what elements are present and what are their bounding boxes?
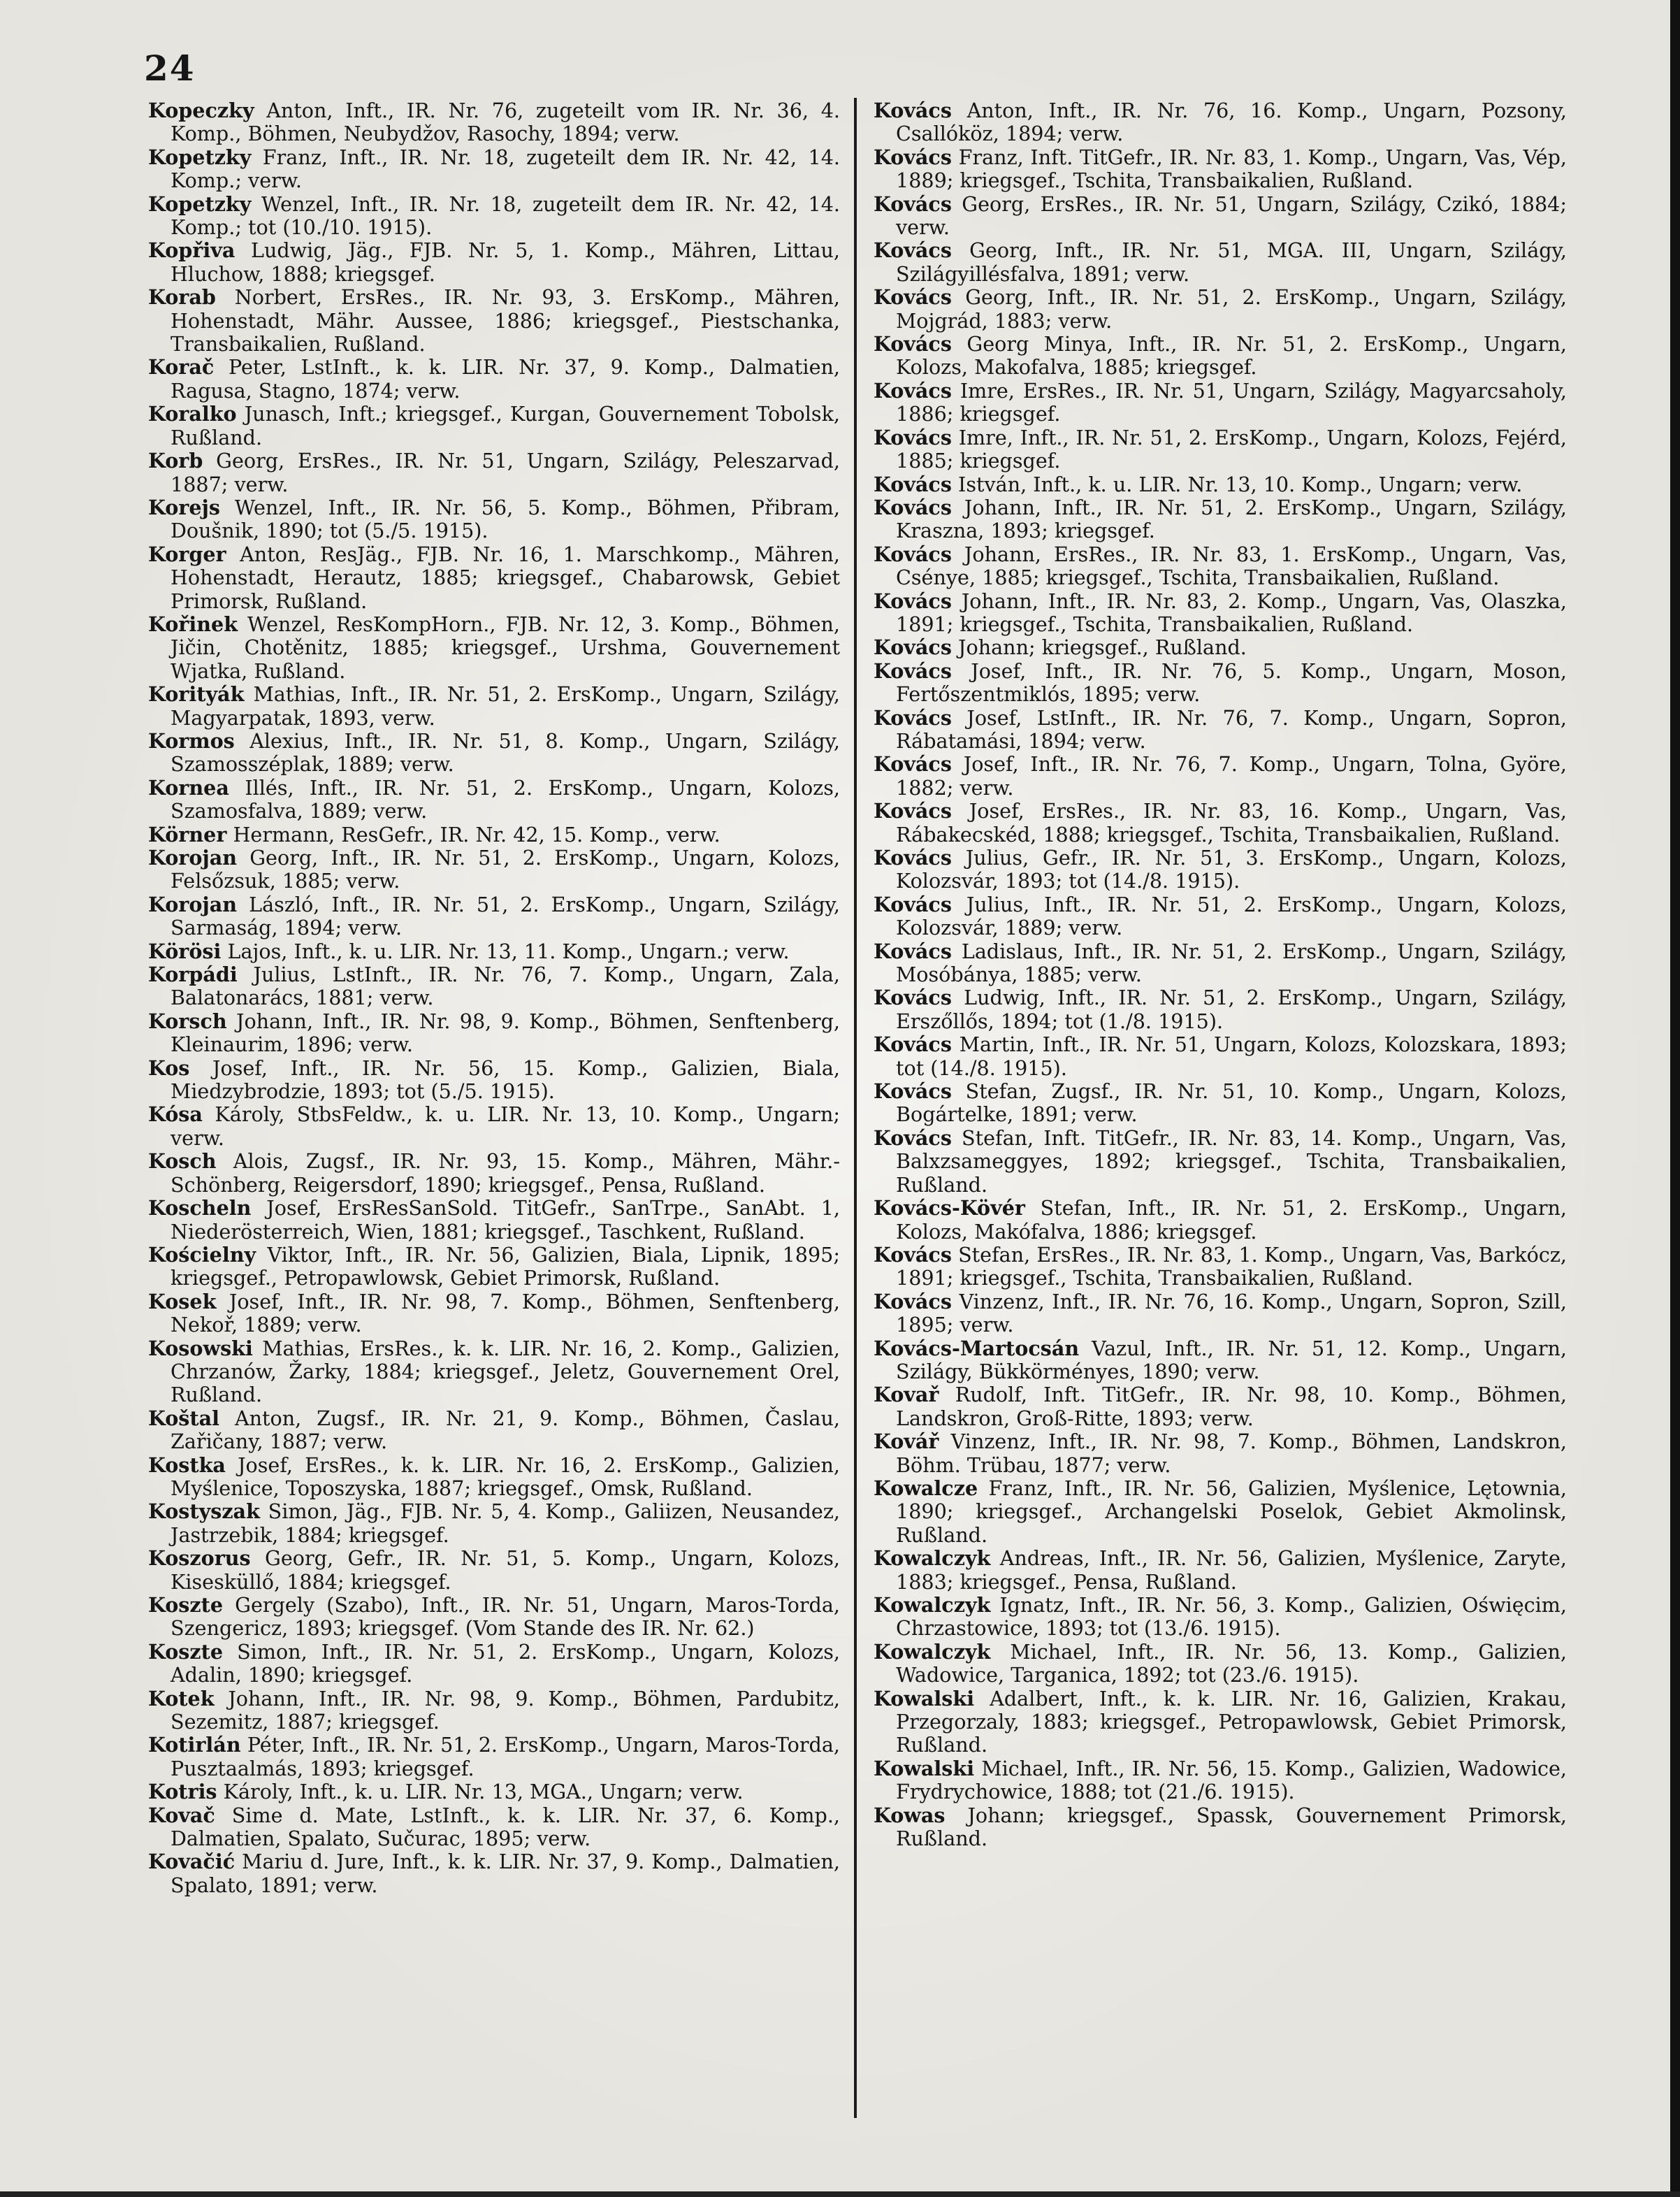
entry-details: Gergely (Szabo), Inft., IR. Nr. 51, Ungarn, Maros-Torda, Szengericz, 1893; kriegsgef. (Vom Stande des IR. Nr. 62.) <box>171 1593 840 1641</box>
entry-details: Alexius, Inft., IR. Nr. 51, 8. Komp., Ungarn, Szilágy, Szamosszéplak, 1889; verw. <box>171 728 841 777</box>
register-entry <box>874 590 1567 637</box>
entry-surname: Kormos <box>148 728 235 753</box>
register-entry <box>148 1734 840 1780</box>
entry-surname: Koscheln <box>148 1196 252 1220</box>
register-entry <box>148 1057 840 1104</box>
register-entry <box>874 286 1567 333</box>
entry-details: Stefan, Zugsf., IR. Nr. 51, 10. Komp., Ungarn, Kolozs, Bogártelke, 1891; verw. <box>896 1079 1567 1127</box>
entry-surname: Kopřiva <box>148 238 236 263</box>
entry-surname: Kovács <box>874 99 952 122</box>
register-entry <box>148 239 840 286</box>
entry-surname: Kovács <box>874 892 952 916</box>
entry-surname: Kovács-Martocsán <box>874 1336 1080 1360</box>
register-entry <box>874 1687 1567 1757</box>
entry-surname: Kovář <box>874 1429 939 1454</box>
entry-surname: Kovács <box>874 589 952 613</box>
entry-surname: Kovács <box>874 752 952 777</box>
entry-surname: Kovács <box>874 238 952 263</box>
entry-surname: Kovács <box>874 542 952 566</box>
register-entry <box>148 99 840 146</box>
entry-surname: Kowalczyk <box>874 1593 991 1617</box>
entry-details: Imre, ErsRes., IR. Nr. 51, Ungarn, Szilágy, Magyarcsaholy, 1886; kriegsgef. <box>896 378 1567 426</box>
entry-surname: Kotris <box>148 1780 217 1804</box>
entry-surname: Kovács-Kövér <box>874 1196 1025 1220</box>
register-entry <box>874 1290 1567 1337</box>
entry-details: Wenzel, Inft., IR. Nr. 18, zugeteilt dem IR. Nr. 42, 14. Komp.; tot (10./10. 1915). <box>171 192 840 240</box>
entry-surname: Kowalczyk <box>874 1639 991 1664</box>
entry-surname: Kotek <box>148 1686 215 1710</box>
register-entry <box>148 543 840 613</box>
entry-details: Josef, LstInft., IR. Nr. 76, 7. Komp., Ungarn, Sopron, Rábatamási, 1894; verw. <box>896 705 1567 753</box>
entry-details: Junasch, Inft.; kriegsgef., Kurgan, Gouvernement Tobolsk, Rußland. <box>171 402 841 449</box>
register-entry <box>874 1383 1567 1430</box>
register-entry <box>148 1290 840 1337</box>
register-entry <box>874 1804 1567 1851</box>
entry-details: Peter, LstInft., k. k. LIR. Nr. 37, 9. Komp., Dalmatien, Ragusa, Stagno, 1874; verw. <box>171 355 840 403</box>
entry-surname: Kovács <box>874 425 952 449</box>
page-number: 24 <box>144 48 196 89</box>
entry-details: Georg, Inft., IR. Nr. 51, 2. ErsKomp., Ungarn, Kolozs, Felsőzsuk, 1885; verw. <box>171 846 840 893</box>
entry-surname: Kościelny <box>148 1242 256 1267</box>
entry-details: Anton, Zugsf., IR. Nr. 21, 9. Komp., Böhmen, Časlau, Zařičany, 1887; verw. <box>171 1406 840 1454</box>
entry-details: Michael, Inft., IR. Nr. 56, 13. Komp., Galizien, Wadowice, Targanica, 1892; tot (23./6. 1915). <box>896 1639 1567 1687</box>
register-entry <box>148 730 840 777</box>
entry-details: Anton, Inft., IR. Nr. 76, zugeteilt vom IR. Nr. 36, 4. Komp., Böhmen, Neubydžov, Rasochy, 1894; verw. <box>171 99 840 146</box>
register-entry <box>874 1430 1567 1477</box>
entry-surname: Kostka <box>148 1453 226 1477</box>
entry-surname: Kovačić <box>148 1850 236 1874</box>
register-entry <box>148 403 840 449</box>
entry-surname: Kowas <box>874 1803 946 1827</box>
entry-details: Károly, StbsFeldw., k. u. LIR. Nr. 13, 10. Komp., Ungarn; verw. <box>171 1102 840 1150</box>
register-entry <box>874 1244 1567 1290</box>
register-entry <box>148 286 840 356</box>
entry-details: Adalbert, Inft., k. k. LIR. Nr. 16, Galizien, Krakau, Przegorzaly, 1883; kriegsgef., Petropawlowsk, Gebiet Primorsk, Rußland. <box>896 1686 1567 1757</box>
register-entry <box>148 1454 840 1501</box>
register-entry <box>874 380 1567 426</box>
entry-surname: Koralko <box>148 402 237 426</box>
entry-details: Simon, Inft., IR. Nr. 51, 2. ErsKomp., Ungarn, Kolozs, Adalin, 1890; kriegsgef. <box>171 1639 841 1687</box>
entry-details: Mathias, ErsRes., k. k. LIR. Nr. 16, 2. Komp., Galizien, Chrzanów, Žarky, 1884; kriegsgef., Jeletz, Gouvernement Orel, Rußland. <box>171 1336 840 1407</box>
entry-surname: Kovács <box>874 378 952 403</box>
register-entry <box>874 1127 1567 1197</box>
entry-surname: Koštal <box>148 1406 219 1430</box>
entry-surname: Kovács <box>874 472 952 496</box>
entry-details: Johann; kriegsgef., Rußland. <box>958 635 1247 660</box>
entry-details: Ludwig, Inft., IR. Nr. 51, 2. ErsKomp., Ungarn, Szilágy, Erszőllős, 1894; tot (1./8. 1915). <box>896 986 1567 1033</box>
entry-details: Mariu d. Jure, Inft., k. k. LIR. Nr. 37, 9. Komp., Dalmatien, Spalato, 1891; verw. <box>171 1850 840 1897</box>
entry-surname: Kovács <box>874 495 952 519</box>
register-entry <box>874 1547 1567 1594</box>
entry-surname: Kovács <box>874 285 952 310</box>
entry-surname: Kovař <box>874 1383 939 1407</box>
register-entry <box>148 777 840 823</box>
entry-surname: Kotirlán <box>148 1733 241 1757</box>
right-column <box>874 99 1567 1850</box>
entry-details: Hermann, ResGefr., IR. Nr. 42, 15. Komp., verw. <box>233 822 720 847</box>
register-entry <box>874 193 1567 240</box>
entry-details: Michael, Inft., IR. Nr. 56, 15. Komp., Galizien, Wadowice, Frydrychowice, 1888; tot (21./6. 1915). <box>896 1756 1567 1804</box>
entry-details: Georg Minya, Inft., IR. Nr. 51, 2. ErsKomp., Ungarn, Kolozs, Makofalva, 1885; kriegsgef. <box>896 332 1567 380</box>
entry-surname: Korb <box>148 449 203 473</box>
register-entry <box>874 426 1567 473</box>
register-entry <box>874 707 1567 754</box>
scan-edge-right <box>1670 0 1680 2197</box>
register-entry <box>874 1197 1567 1244</box>
register-entry <box>874 753 1567 800</box>
register-entry <box>874 1337 1567 1384</box>
entry-surname: Kopeczky <box>148 99 254 122</box>
entry-details: Johann, Inft., IR. Nr. 98, 9. Komp., Böhmen, Senftenberg, Kleinaurim, 1896; verw. <box>171 1009 840 1057</box>
entry-surname: Kořinek <box>148 612 238 636</box>
entry-surname: Korger <box>148 542 226 566</box>
register-entry <box>874 1477 1567 1547</box>
entry-details: Georg, Inft., IR. Nr. 51, 2. ErsKomp., Ungarn, Szilágy, Mojgrád, 1883; verw. <box>896 285 1567 333</box>
entry-surname: Korojan <box>148 846 238 870</box>
entry-surname: Koszte <box>148 1593 224 1617</box>
register-entry <box>148 496 840 543</box>
entry-surname: Kovács <box>874 986 952 1010</box>
entry-surname: Kovács <box>874 799 952 823</box>
entry-details: Vazul, Inft., IR. Nr. 51, 12. Komp., Ungarn, Szilágy, Bükkörményes, 1890; verw. <box>896 1336 1567 1383</box>
entry-surname: Kosowski <box>148 1336 253 1360</box>
register-entry <box>148 1804 840 1851</box>
entry-details: Norbert, ErsRes., IR. Nr. 93, 3. ErsKomp., Mähren, Hohenstadt, Mähr. Aussee, 1886; kriegsgef., Piestschanka, Transbaikalien, Rußland. <box>171 285 840 356</box>
register-entry <box>874 800 1567 847</box>
entry-details: Johann, Inft., IR. Nr. 98, 9. Komp., Böhmen, Pardubitz, Sezemitz, 1887; kriegsgef. <box>171 1686 840 1734</box>
entry-details: Wenzel, ResKompHorn., FJB. Nr. 12, 3. Komp., Böhmen, Jičin, Chotěnitz, 1885; kriegsgef., Urshma, Gouvernement Wjatka, Rußland. <box>171 612 840 683</box>
entry-details: Ludwig, Jäg., FJB. Nr. 5, 1. Komp., Mähren, Littau, Hluchow, 1888; kriegsgef. <box>171 238 840 286</box>
entry-details: Viktor, Inft., IR. Nr. 56, Galizien, Biala, Lipnik, 1895; kriegsgef., Petropawlowsk, Gebiet Primorsk, Rußland. <box>171 1242 840 1290</box>
entry-surname: Kovács <box>874 635 952 660</box>
entry-details: Johann, ErsRes., IR. Nr. 83, 1. ErsKomp., Ungarn, Vas, Csénye, 1885; kriegsgef., Tschita, Transbaikalien, Rußland. <box>896 542 1567 590</box>
entry-details: Franz, Inft., IR. Nr. 56, Galizien, Myślenice, Lętownia, 1890; kriegsgef., Archangelski Poselok, Gebiet Akmolinsk, Rußland. <box>896 1476 1567 1547</box>
entry-details: Stefan, ErsRes., IR. Nr. 83, 1. Komp., Ungarn, Vas, Barkócz, 1891; kriegsgef., Tschita, Transbaikalien, Rußland. <box>896 1242 1567 1290</box>
register-entry <box>148 893 840 940</box>
entry-surname: Körner <box>148 822 227 847</box>
register-entry <box>874 146 1567 193</box>
register-entry <box>148 1687 840 1734</box>
entry-details: Josef, ErsResSanSold. TitGefr., SanTrpe., SanAbt. 1, Niederösterreich, Wien, 1881; kriegsgef., Taschkent, Rußland. <box>171 1196 840 1244</box>
entry-details: Rudolf, Inft. TitGefr., IR. Nr. 98, 10. Komp., Böhmen, Landskron, Groß-Ritte, 1893; verw. <box>896 1383 1567 1430</box>
entry-details: Anton, Inft., IR. Nr. 76, 16. Komp., Ungarn, Pozsony, Csallóköz, 1894; verw. <box>896 99 1567 146</box>
entry-surname: Kovács <box>874 1032 952 1057</box>
entry-details: Franz, Inft. TitGefr., IR. Nr. 83, 1. Komp., Ungarn, Vas, Vép, 1889; kriegsgef., Tschita, Transbaikalien, Rußland. <box>896 145 1567 193</box>
register-entry <box>874 986 1567 1033</box>
register-entry <box>874 893 1567 940</box>
entry-details: Josef, Inft., IR. Nr. 56, 15. Komp., Galizien, Biala, Miedzybrodzie, 1893; tot (5./5. 1915). <box>171 1056 841 1104</box>
entry-details: Alois, Zugsf., IR. Nr. 93, 15. Komp., Mähren, Mähr.-Schönberg, Reigersdorf, 1890; kriegsgef., Pensa, Rußland. <box>171 1149 841 1197</box>
register-entry <box>874 1080 1567 1127</box>
register-entry <box>874 99 1567 146</box>
entry-details: Josef, ErsRes., k. k. LIR. Nr. 16, 2. ErsKomp., Galizien, Myślenice, Toposzyska, 1887; kriegsgef., Omsk, Rußland. <box>171 1453 840 1500</box>
register-entry <box>874 636 1567 659</box>
entry-surname: Korojan <box>148 892 238 916</box>
entry-surname: Kovács <box>874 658 952 683</box>
register-entry <box>874 473 1567 496</box>
entry-surname: Koszte <box>148 1639 224 1664</box>
entry-details: Ignatz, Inft., IR. Nr. 56, 3. Komp., Galizien, Oświęcim, Chrzastowice, 1893; tot (13./6. 1915). <box>896 1593 1567 1641</box>
entry-details: Josef, Inft., IR. Nr. 98, 7. Komp., Böhmen, Senftenberg, Nekoř, 1889; verw. <box>171 1289 840 1337</box>
register-entry <box>874 1594 1567 1641</box>
entry-surname: Kornea <box>148 775 229 800</box>
register-entry <box>874 940 1567 987</box>
entry-surname: Kovács <box>874 1242 952 1267</box>
register-entry <box>148 449 840 496</box>
register-entry <box>148 1850 840 1897</box>
entry-details: Julius, Gefr., IR. Nr. 51, 3. ErsKomp., Ungarn, Kolozs, Kolozsvár, 1893; tot (14./8. 1915). <box>896 846 1567 893</box>
entry-details: Illés, Inft., IR. Nr. 51, 2. ErsKomp., Ungarn, Kolozs, Szamosfalva, 1889; verw. <box>171 775 840 823</box>
entry-details: Vinzenz, Inft., IR. Nr. 98, 7. Komp., Böhmen, Landskron, Böhm. Trübau, 1877; verw. <box>896 1429 1567 1477</box>
entry-details: Andreas, Inft., IR. Nr. 56, Galizien, Myślenice, Zaryte, 1883; kriegsgef., Pensa, Rußland. <box>896 1546 1567 1594</box>
entry-details: Simon, Jäg., FJB. Nr. 5, 4. Komp., Galiizen, Neusandez, Jastrzebik, 1884; kriegsgef. <box>171 1499 840 1547</box>
entry-surname: Koszorus <box>148 1546 251 1571</box>
register-entry <box>148 847 840 893</box>
entry-details: László, Inft., IR. Nr. 51, 2. ErsKomp., Ungarn, Szilágy, Sarmaság, 1894; verw. <box>171 892 840 940</box>
register-entry <box>148 1641 840 1687</box>
register-entry <box>148 1780 840 1803</box>
register-entry <box>148 1150 840 1197</box>
entry-details: István, Inft., k. u. LIR. Nr. 13, 10. Komp., Ungarn; verw. <box>958 472 1523 496</box>
register-entry <box>148 940 840 963</box>
register-entry <box>148 1407 840 1454</box>
entry-details: Johann; kriegsgef., Spassk, Gouvernement Primorsk, Rußland. <box>896 1803 1567 1851</box>
register-entry <box>148 1244 840 1290</box>
entry-details: Imre, Inft., IR. Nr. 51, 2. ErsKomp., Ungarn, Kolozs, Fejérd, 1885; kriegsgef. <box>896 425 1567 473</box>
left-column <box>148 99 840 1897</box>
register-entry <box>148 1547 840 1594</box>
entry-details: Georg, Gefr., IR. Nr. 51, 5. Komp., Ungarn, Kolozs, Kisesküllő, 1884; kriegsgef. <box>171 1546 840 1594</box>
column-divider <box>854 98 857 2118</box>
register-entry <box>874 239 1567 286</box>
entry-surname: Kostyszak <box>148 1499 260 1524</box>
entry-details: Wenzel, Inft., IR. Nr. 56, 5. Komp., Böhmen, Přibram, Doušnik, 1890; tot (5./5. 1915). <box>171 495 840 543</box>
register-entry <box>874 1641 1567 1687</box>
entry-details: Josef, Inft., IR. Nr. 76, 5. Komp., Ungarn, Moson, Fertőszentmiklós, 1895; verw. <box>896 658 1567 707</box>
entry-details: Stefan, Inft., IR. Nr. 51, 2. ErsKomp., Ungarn, Kolozs, Makófalva, 1886; kriegsgef. <box>896 1196 1567 1244</box>
register-entry <box>148 613 840 683</box>
entry-surname: Korab <box>148 285 216 310</box>
entry-details: Péter, Inft., IR. Nr. 51, 2. ErsKomp., Ungarn, Maros-Torda, Pusztaalmás, 1893; kriegsgef. <box>171 1733 840 1780</box>
register-entry <box>874 1033 1567 1080</box>
entry-details: Julius, LstInft., IR. Nr. 76, 7. Komp., Ungarn, Zala, Balatonarács, 1881; verw. <box>171 963 840 1010</box>
register-entry <box>148 823 840 847</box>
register-entry <box>148 1197 840 1244</box>
entry-surname: Kovač <box>148 1803 215 1827</box>
register-entry <box>874 496 1567 543</box>
entry-details: Georg, Inft., IR. Nr. 51, MGA. III, Ungarn, Szilágy, Szilágyillésfalva, 1891; verw. <box>896 238 1567 286</box>
entry-details: Josef, ErsRes., IR. Nr. 83, 16. Komp., Ungarn, Vas, Rábakecskéd, 1888; kriegsgef., Tschita, Transbaikalien, Rußland. <box>896 799 1567 847</box>
register-entry <box>148 1337 840 1407</box>
entry-surname: Kósa <box>148 1102 203 1127</box>
entry-surname: Kovács <box>874 1289 952 1313</box>
register-entry <box>874 1757 1567 1804</box>
entry-surname: Kopetzky <box>148 192 252 216</box>
register-entry <box>148 356 840 403</box>
register-entry <box>874 543 1567 590</box>
entry-details: Julius, Inft., IR. Nr. 51, 2. ErsKomp., Ungarn, Kolozs, Kolozsvár, 1889; verw. <box>896 892 1567 940</box>
register-entry <box>148 1500 840 1547</box>
register-entry <box>874 660 1567 707</box>
entry-details: Martin, Inft., IR. Nr. 51, Ungarn, Kolozs, Kolozskara, 1893; tot (14./8. 1915). <box>896 1032 1567 1080</box>
entry-surname: Kowalski <box>874 1756 975 1780</box>
entry-surname: Kovács <box>874 192 952 216</box>
entry-surname: Kowalski <box>874 1686 975 1710</box>
entry-details: Vinzenz, Inft., IR. Nr. 76, 16. Komp., Ungarn, Sopron, Szill, 1895; verw. <box>896 1289 1567 1337</box>
entry-details: Ladislaus, Inft., IR. Nr. 51, 2. ErsKomp., Ungarn, Szilágy, Mosóbánya, 1885; verw. <box>896 939 1567 987</box>
register-entry <box>148 193 840 240</box>
entry-surname: Kopetzky <box>148 145 252 169</box>
entry-details: Georg, ErsRes., IR. Nr. 51, Ungarn, Szilágy, Czikó, 1884; verw. <box>896 192 1567 240</box>
entry-surname: Korsch <box>148 1009 227 1033</box>
entry-details: Mathias, Inft., IR. Nr. 51, 2. ErsKomp., Ungarn, Szilágy, Magyarpatak, 1893, verw. <box>171 682 841 730</box>
entry-details: Sime d. Mate, LstInft., k. k. LIR. Nr. 37, 6. Komp., Dalmatien, Spalato, Sučurac, 1895; verw. <box>171 1803 840 1851</box>
entry-surname: Körösi <box>148 939 222 963</box>
entry-surname: Kosch <box>148 1149 217 1174</box>
entry-surname: Kosek <box>148 1289 217 1313</box>
register-entry <box>148 146 840 193</box>
register-entry <box>148 1594 840 1641</box>
entry-surname: Kowalczyk <box>874 1546 991 1571</box>
entry-details: Georg, ErsRes., IR. Nr. 51, Ungarn, Szilágy, Peleszarvad, 1887; verw. <box>171 449 840 496</box>
register-entry <box>148 683 840 730</box>
entry-surname: Kos <box>148 1056 190 1080</box>
register-entry <box>148 1010 840 1057</box>
entry-surname: Korpádi <box>148 963 238 987</box>
scan-edge-bottom <box>0 2191 1680 2197</box>
entry-surname: Kovács <box>874 332 952 356</box>
entry-surname: Korejs <box>148 495 220 519</box>
entry-surname: Korityák <box>148 682 245 707</box>
entry-details: Stefan, Inft. TitGefr., IR. Nr. 83, 14. Komp., Ungarn, Vas, Balxzsameggyes, 1892; kriegsgef., Tschita, Transbaikalien, Rußland. <box>896 1125 1567 1197</box>
register-entry <box>148 1103 840 1150</box>
register-entry <box>874 333 1567 380</box>
entry-surname: Kovács <box>874 1125 952 1150</box>
register-entry <box>874 847 1567 893</box>
entry-surname: Kovács <box>874 939 952 963</box>
entry-details: Josef, Inft., IR. Nr. 76, 7. Komp., Ungarn, Tolna, Györe, 1882; verw. <box>896 752 1567 800</box>
entry-surname: Korač <box>148 355 215 380</box>
entry-details: Johann, Inft., IR. Nr. 83, 2. Komp., Ungarn, Vas, Olaszka, 1891; kriegsgef., Tschita, Transbaikalien, Rußland. <box>896 589 1567 636</box>
entry-details: Anton, ResJäg., FJB. Nr. 16, 1. Marschkomp., Mähren, Hohenstadt, Herautz, 1885; kriegsgef., Chabarowsk, Gebiet Primorsk, Rußland. <box>171 542 840 613</box>
register-entry <box>148 963 840 1010</box>
entry-details: Johann, Inft., IR. Nr. 51, 2. ErsKomp., Ungarn, Szilágy, Kraszna, 1893; kriegsgef. <box>896 495 1567 543</box>
entry-surname: Kowalcze <box>874 1476 978 1500</box>
entry-surname: Kovács <box>874 846 952 870</box>
entry-surname: Kovács <box>874 145 952 169</box>
entry-details: Károly, Inft., k. u. LIR. Nr. 13, MGA., Ungarn; verw. <box>223 1780 744 1804</box>
entry-details: Franz, Inft., IR. Nr. 18, zugeteilt dem IR. Nr. 42, 14. Komp.; verw. <box>171 145 840 193</box>
entry-surname: Kovács <box>874 705 952 730</box>
entry-surname: Kovács <box>874 1079 952 1104</box>
entry-details: Lajos, Inft., k. u. LIR. Nr. 13, 11. Komp., Ungarn.; verw. <box>227 939 790 963</box>
